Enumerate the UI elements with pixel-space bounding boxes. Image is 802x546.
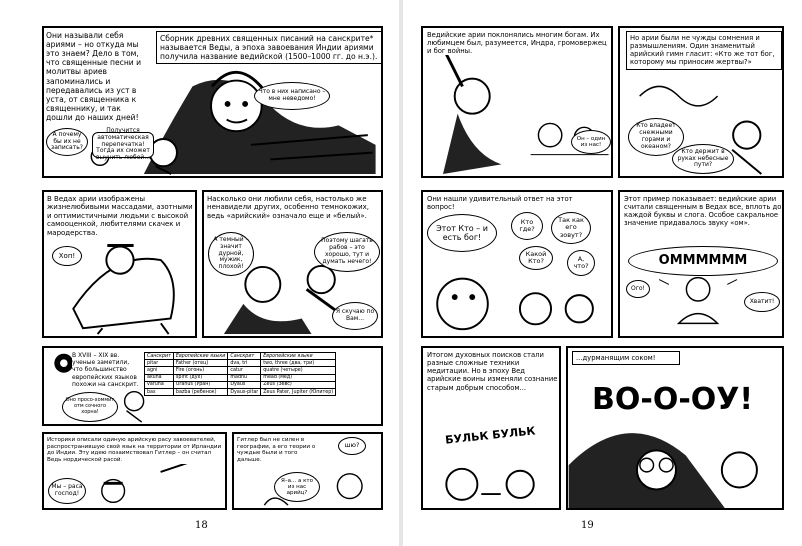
bubble-scholar: Оно просо-хоммит отм сочного хорна! [62, 392, 118, 422]
right-panel3-caption: Они нашли удивительный ответ на этот вопрос! [427, 195, 577, 211]
panel-art-dazed-face [568, 348, 782, 508]
right-panel5-caption: Итогом духовных поисков стали разные сложные техники медитации. Но в эпоху Вед арийские воины изменяли сознание старым добрым способом... [427, 351, 558, 392]
sanskrit-comparison-table [144, 352, 336, 396]
left-panel-3 [202, 190, 383, 338]
right-panel1-caption: Ведийские арии поклонялись многим богам. Их любимцем был, разумеется, Индра, громовержец и бог войны. [427, 31, 607, 56]
bubble-om: ОММММММ [628, 246, 778, 276]
right-panel2-caption: Но арии были не чужды сомнения и размышлениям. Один знаменитый арийский гимн гласит: «Кто же тот бог, которому мы приносим жертвы?» [626, 31, 782, 70]
right-panel-2 [618, 26, 784, 178]
table-cell: quatre (четыре) [261, 367, 336, 374]
right-panel-1 [421, 26, 613, 178]
table-header: Санскрит [145, 353, 174, 360]
table-cell: agni [145, 367, 174, 374]
bubble-one-of-us: Он – один из нас! [571, 130, 611, 154]
bubble-dark-means: А темный – значит дурной, мужик, плохой! [208, 232, 254, 276]
right-panel-4 [618, 190, 784, 338]
table-row [145, 360, 336, 367]
right-panel4-caption: Этот пример показывает: ведийские арии считали священным в Ведах все, вплоть до каждой буквы и слога. Особое сакральное значение придавалось звуку «ом». [624, 195, 782, 228]
table-cell: Zeus (Зевс) [261, 381, 336, 388]
left-panel-6 [232, 432, 383, 510]
table-row [145, 381, 336, 388]
right-panel-6 [566, 346, 784, 510]
table-cell: Dyaus [228, 381, 261, 388]
bubble-who-owns: Кто владеет снежными горами и океаном? [628, 118, 684, 156]
page-number-right: 19 [581, 520, 594, 531]
table-cell: bazba (ребенок) [173, 388, 227, 395]
bubble-unknown-text: Что в них написано – мне неведомо! [254, 82, 330, 110]
panel6-caption: Гитлер был не силен в географии, а его теории о чуждые были и того дальше. [237, 437, 319, 464]
table-header: Европейские языки [261, 353, 336, 360]
bubble-hop: Хоп! [52, 246, 82, 266]
table-cell: Dyaus-pitar [228, 388, 261, 395]
table-cell: two, three (два, три) [261, 360, 336, 367]
table-cell: catur [228, 367, 261, 374]
table-cell: spirit (дух) [173, 374, 227, 381]
bubble-whats-name: Так как его зовут? [551, 212, 591, 244]
sound-bulk: БУЛЬК БУЛЬК [444, 424, 537, 447]
bubble-record-answer: Получится автоматическая перепечатка! Тогда их сможет выучить любой... [92, 132, 154, 158]
bubble-shu: шю? [338, 437, 366, 455]
panel5-caption: Историки описали одиную арийскую расу завоевателей, распространившую свой язык на территории от Ирландии до Индии. Эту идею позаимствовал Гитлер – он считал Ведь нордической расой. [47, 437, 225, 464]
bubble-this-who: Этот Кто – и есть бог! [427, 214, 497, 252]
bubble-which-who: Какой Кто? [519, 246, 553, 270]
right-panel-3 [421, 190, 613, 338]
table-cell: mead (мед) [261, 374, 336, 381]
table-cell: dva, tri [228, 360, 261, 367]
left-panel-4 [42, 346, 383, 426]
panel1-caption-left: Они называли себя ариями – но откуда мы это знаем? Дело в том, что священные песни и молитвы ариев запоминались и передавались из уст в уста, от священника к священнику, и так дошли до наших дней! [46, 31, 144, 122]
table-cell: pitar [145, 360, 174, 367]
table-cell: akuna [145, 374, 174, 381]
panel4-caption: В XVIII – XIX вв. ученые заметили, что большинство европейских языков похожи на санскрит. [72, 352, 139, 388]
bubble-enough: Хватит! [744, 292, 780, 312]
table-cell: bas [145, 388, 174, 395]
table-cell: varuna [145, 381, 174, 388]
table-cell: Father (отец) [173, 360, 227, 367]
bubble-miss-you: Я скучаю по Вам... [332, 302, 378, 330]
table-cell: Fire (огонь) [173, 367, 227, 374]
panel1-caption-top: Сборник древних священных писаний на санскрите* называется Веды, а эпоха завоевания Индии ариями получила название ведийской (1500–1000 гг. до н.э.). [156, 31, 383, 64]
bubble-record-question: А почему бы их не записать? [46, 128, 88, 156]
bubble-who-where: Кто где? [511, 212, 543, 240]
bubble-master-race: Мы – раса господ! [48, 478, 86, 504]
left-panel-1 [42, 26, 383, 178]
table-header: Санскрит [228, 353, 261, 360]
table-row [145, 388, 336, 395]
right-panel-5 [421, 346, 561, 510]
left-panel-2 [42, 190, 197, 338]
table-row [145, 367, 336, 374]
panel2-caption: В Ведах арии изображены жизнелюбивыми массадами, азотными и оптимистичными людьми с высокой самооценкой, любителями скачек и мародерства. [47, 195, 195, 237]
page-number-left: 18 [195, 520, 208, 531]
table-cell: Zeus Pater, Jupiter (Юпитер) [261, 388, 336, 395]
table-row [145, 374, 336, 381]
left-page [0, 0, 399, 546]
bubble-wow: Ого! [626, 280, 650, 298]
right-panel6-caption: ...дурманящим соком! [572, 351, 680, 365]
bubble-what: А, что? [567, 250, 595, 276]
table-header: Европейские языки [173, 353, 227, 360]
bubble-who-holds: Кто держит в руках небесные пути? [672, 144, 734, 174]
table-cell: Uranus (Уран) [173, 381, 227, 388]
table-cell: madhu [228, 374, 261, 381]
right-page [403, 0, 802, 546]
sound-wow: ВО-О-ОУ! [592, 382, 754, 417]
bubble-slaves-good: Поэтому шагать рабов – это хорошо, тут и думать нечего! [314, 232, 380, 272]
panel3-caption: Насколько они любили себя, настолько же ненавидели других, особенно темнокожих, ведь «арийский» означало еще и «белый». [207, 195, 381, 220]
bubble-who-aryan: Я–а... а кто из нас арийц? [274, 472, 320, 502]
left-panel-5 [42, 432, 227, 510]
